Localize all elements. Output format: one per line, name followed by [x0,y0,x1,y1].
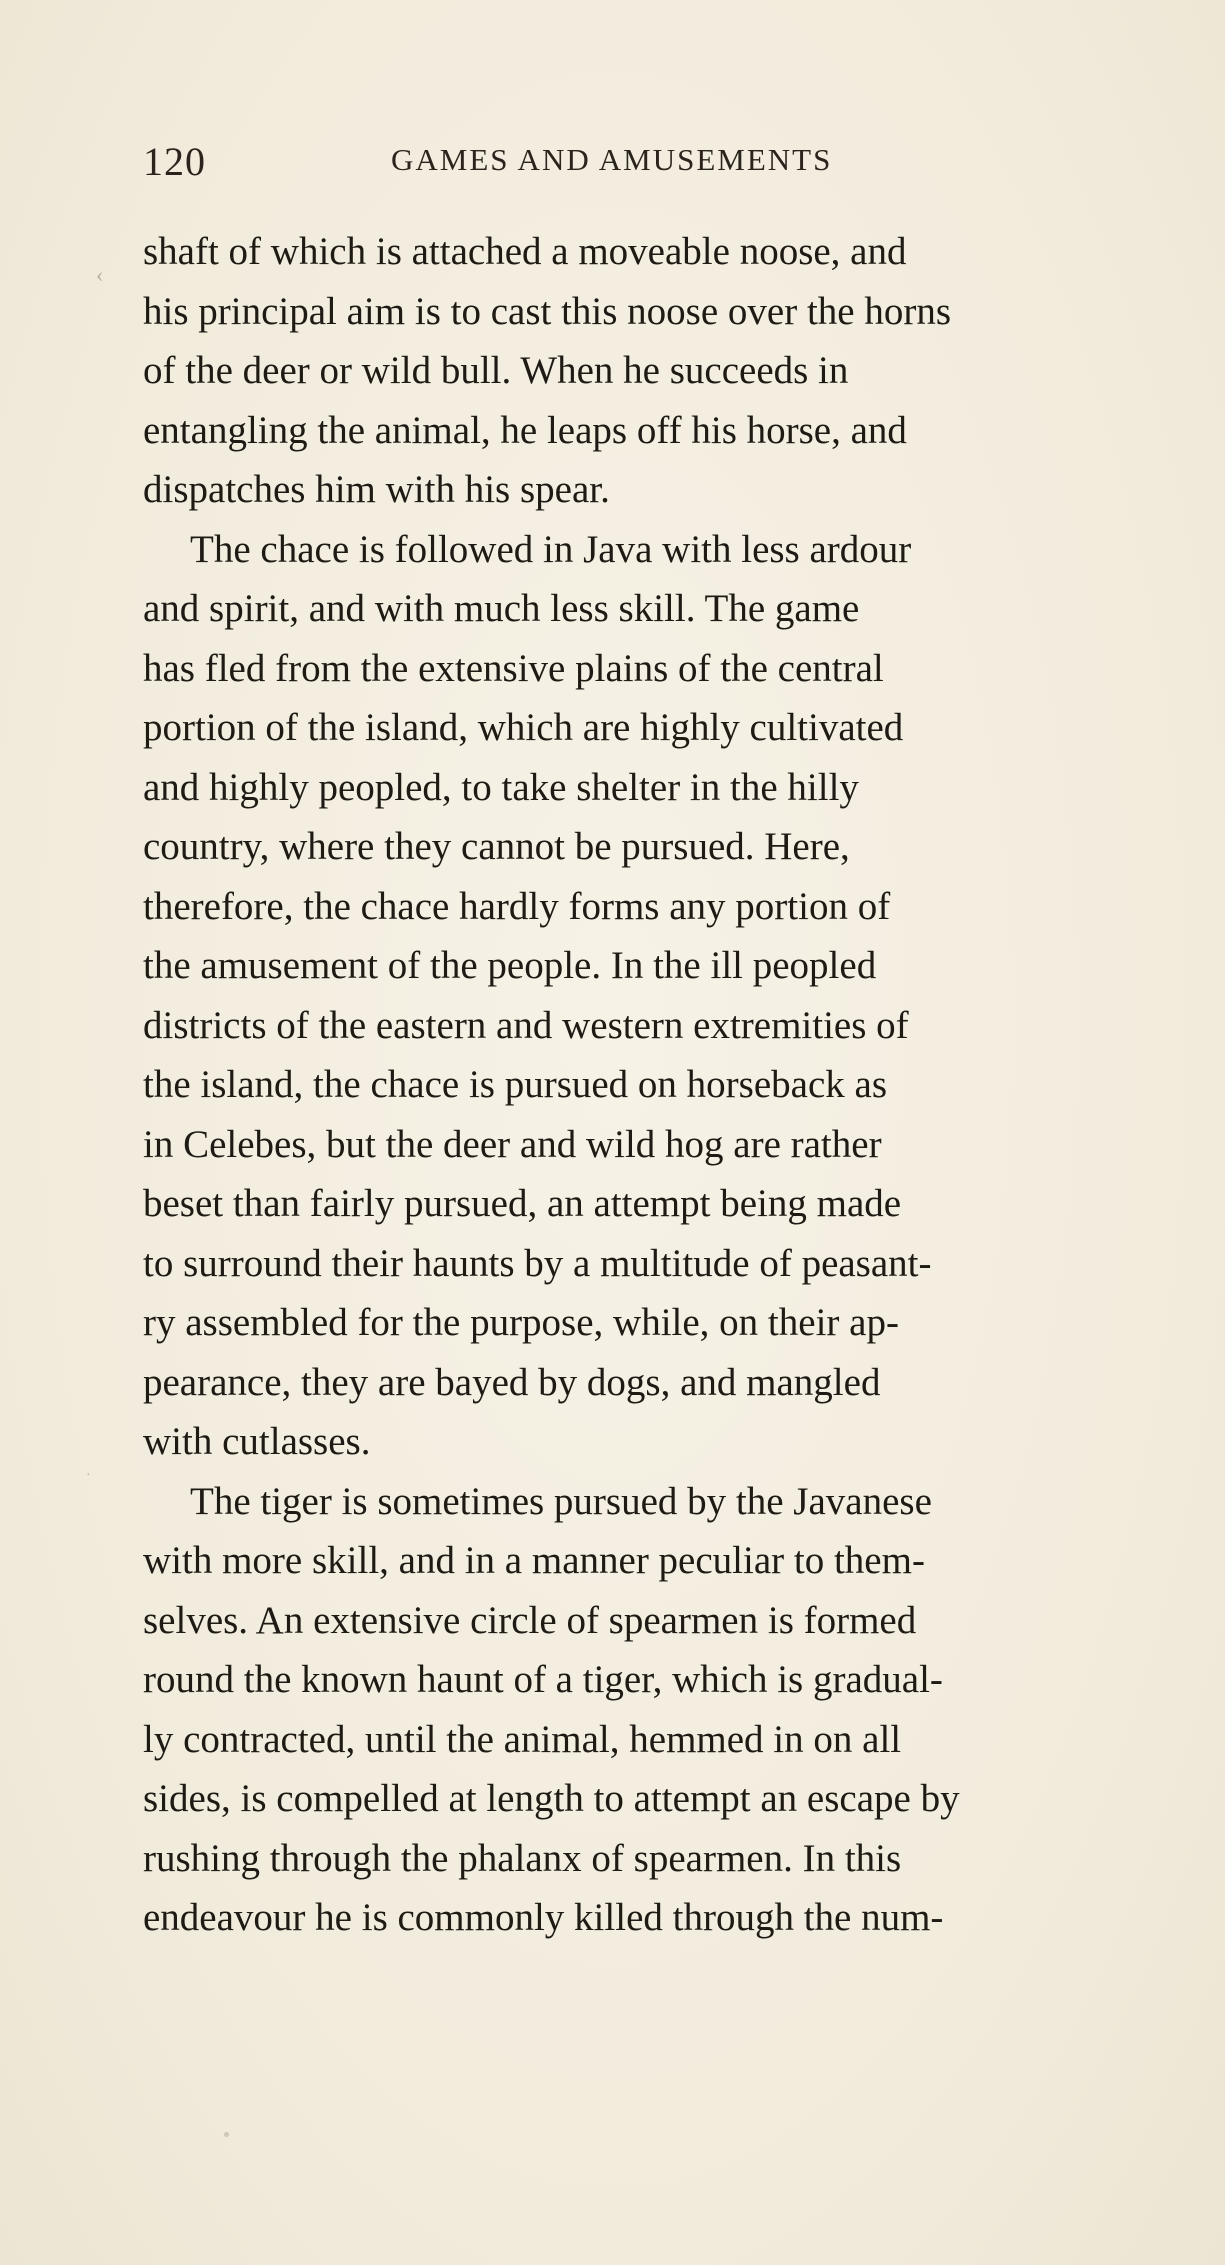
text-line: of the deer or wild bull. When he succeeds in [143,349,849,392]
text-line: and spirit, and with much less skill. The game [143,587,860,630]
text-line: the island, the chace is pursued on horseback as [143,1063,888,1106]
page-number: 120 [143,139,206,184]
body-text [143,222,1153,1948]
paper-speck [224,2132,229,2137]
text-line: entangling the animal, he leaps off his horse, and [143,408,907,452]
text-line: ry assembled for the purpose, while, on their ap- [143,1301,899,1344]
text-line: and highly peopled, to take shelter in the hilly [143,765,859,809]
text-line: shaft of which is attached a moveable noose, and [143,230,907,273]
text-line: round the known haunt of a tiger, which is gradual- [143,1658,943,1701]
text-line: beset than fairly pursued, an attempt being made [143,1182,902,1225]
text-line: endeavour he is commonly killed through the num- [143,1896,944,1939]
text-line: ly contracted, until the animal, hemmed in on all [143,1717,902,1761]
text-line: in Celebes, but the deer and wild hog are rather [143,1122,882,1166]
text-line: his principal aim is to cast this noose over the horns [143,289,952,333]
text-line: has fled from the extensive plains of the central [143,646,884,690]
text-line: the amusement of the people. In the ill peopled [143,944,877,987]
text-line: selves. An extensive circle of spearmen is formed [143,1598,917,1642]
running-title: GAMES AND AMUSEMENTS [391,142,833,177]
text-line: to surround their haunts by a multitude of peasant- [143,1241,932,1285]
text-line: with more skill, and in a manner peculiar to them- [143,1539,925,1582]
text-line: dispatches him with his spear. [143,468,610,511]
text-line: The chace is followed in Java with less ardour [190,527,912,571]
text-line: therefore, the chace hardly forms any portion of [143,884,891,928]
margin-mark: ‹ [96,262,104,287]
text-line: country, where they cannot be pursued. Here, [143,825,850,868]
text-line: The tiger is sometimes pursued by the Javanese [190,1479,932,1523]
text-line: rushing through the phalanx of spearmen. In this [143,1836,902,1880]
running-header [143,138,903,188]
text-line: with cutlasses. [143,1420,371,1463]
text-line: portion of the island, which are highly cultivated [143,706,904,749]
text-line: pearance, they are bayed by dogs, and mangled [143,1360,881,1404]
margin-mark: · [86,1468,91,1483]
text-line: districts of the eastern and western extremities of [143,1003,909,1047]
text-line: sides, is compelled at length to attempt an escape by [143,1777,960,1820]
